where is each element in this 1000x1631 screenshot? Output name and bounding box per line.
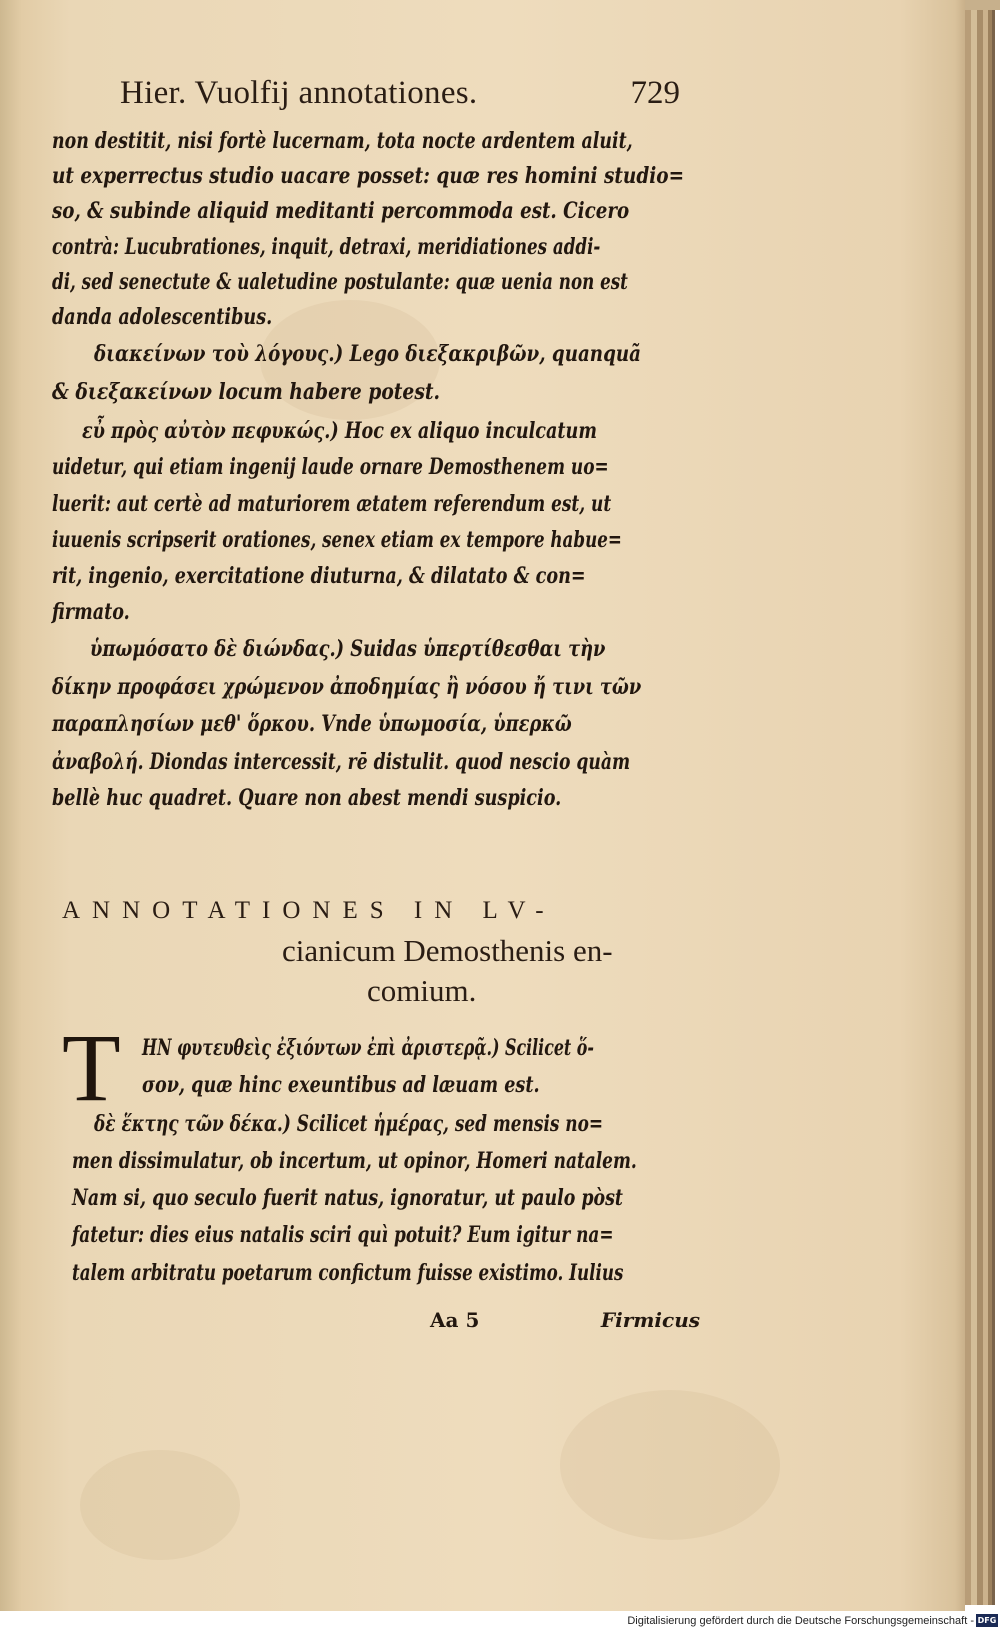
text-line: di, sed senectute & ualetudine postulante: quæ uenia non est	[52, 269, 628, 295]
dfg-logo: DFG	[977, 1616, 997, 1625]
text-line: ὑπωμόσατο δὲ διώνδας.) Suidas ὑπερτίθεσθαι τὴν	[90, 636, 606, 662]
catchwords-line	[430, 1308, 700, 1338]
text-line: so, & subinde aliquid meditanti percommoda est. Cicero	[52, 198, 630, 224]
section-heading-line: ANNOTATIONES IN LV-	[62, 897, 556, 924]
text-line: Nam si, quo seculo fuerit natus, ignoratur, ut paulo pòst	[72, 1185, 623, 1211]
page-number: 729	[630, 75, 680, 111]
digitization-footer	[604, 1612, 1000, 1631]
text-line: HN φυτευθεὶς ἐξιόντων ἐπὶ ἀριστερᾷ.) Scilicet ὅ-	[142, 1035, 594, 1061]
text-line: luerit: aut certè ad maturiorem ætatem referendum est, ut	[52, 491, 612, 517]
text-line: ἀναβολή. Diondas intercessit, rē distulit. quod nescio quàm	[52, 749, 631, 775]
text-line: iuuenis scripserit orationes, senex etiam ex tempore habue=	[52, 527, 622, 553]
text-line: rit, ingenio, exercitatione diuturna, & dilatato & con=	[52, 563, 586, 589]
paper-stain	[80, 1450, 240, 1560]
drop-cap-initial: T	[62, 1014, 121, 1121]
page-header	[120, 75, 680, 115]
text-line: σον, quæ hinc exeuntibus ad læuam est.	[142, 1072, 540, 1098]
page-edge-stack	[992, 10, 995, 1605]
text-line: firmato.	[52, 599, 130, 625]
text-line: men dissimulatur, ob incertum, ut opinor, Homeri natalem.	[72, 1148, 637, 1174]
signature-mark: Aa 5	[430, 1308, 480, 1332]
text-line: ut experrectus studio uacare posset: quæ res homini studio=	[52, 163, 685, 189]
paper-stain	[560, 1390, 780, 1540]
text-line: contrà: Lucubrationes, inquit, detraxi, meridiationes addi-	[52, 234, 601, 260]
text-line: δίκην προφάσει χρώμενον ἀποδημίας ἢ νόσου ἤ τινι τῶν	[52, 674, 642, 700]
text-line: εὖ πρὸς αὐτὸν πεφυκώς.) Hoc ex aliquo inculcatum	[82, 418, 597, 444]
text-line: fatetur: dies eius natalis sciri quì potuit? Eum igitur na=	[72, 1222, 614, 1248]
text-line: διακείνων τοὺ λόγους.) Lego διεξακριβῶν, quanquã	[94, 341, 641, 367]
text-line: & διεξακείνων locum habere potest.	[52, 379, 441, 405]
section-heading-line: comium.	[367, 973, 477, 1008]
text-line: παραπλησίων μεθ' ὅρκου. Vnde ὑπωμοσία, ὑπερκῶ	[52, 711, 572, 737]
funding-notice: Digitalisierung gefördert durch die Deutsche Forschungsgemeinschaft -	[627, 1615, 974, 1627]
text-line: δὲ ἕκτης τῶν δέκα.) Scilicet ἡμέρας, sed mensis no=	[94, 1111, 604, 1137]
text-line: bellè huc quadret. Quare non abest mendi suspicio.	[52, 785, 562, 811]
text-line: danda adolescentibus.	[52, 304, 273, 330]
section-heading-line: cianicum Demosthenis en-	[282, 933, 613, 968]
text-line: non destitit, nisi fortè lucernam, tota nocte ardentem aluit,	[52, 128, 633, 154]
catchword: Firmicus	[600, 1308, 700, 1332]
text-line: uidetur, qui etiam ingenij laude ornare Demosthenem uo=	[52, 454, 609, 480]
text-line: talem arbitratu poetarum confictum fuisse existimo. Iulius	[72, 1260, 624, 1286]
running-head: Hier. Vuolfij annotationes.	[120, 75, 478, 111]
